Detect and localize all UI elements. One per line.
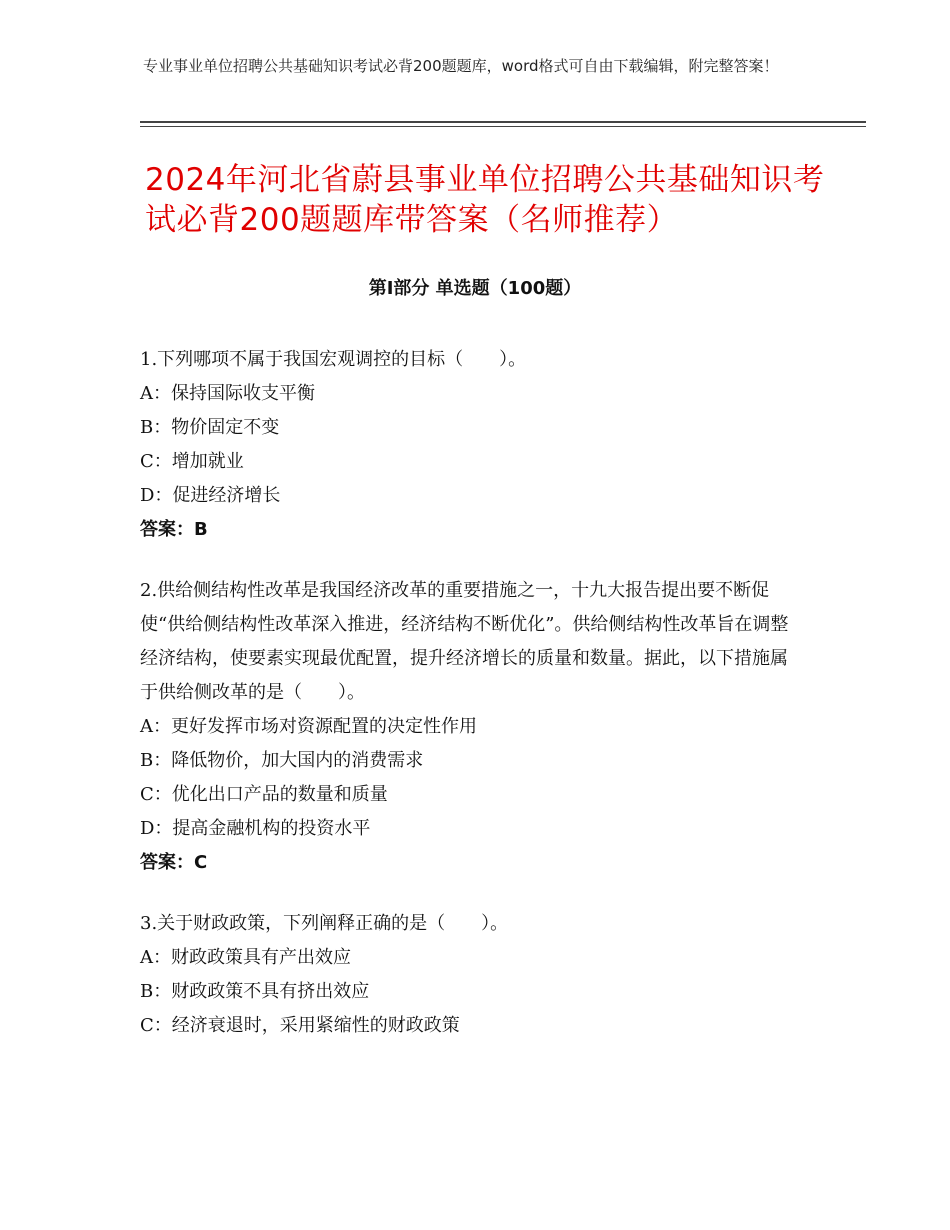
option-a: A：更好发挥市场对资源配置的决定性作用 (140, 716, 477, 737)
option-b: B：财政政策不具有挤出效应 (140, 981, 370, 1002)
header-divider-thin (140, 126, 866, 127)
option-c: C：经济衰退时，采用紧缩性的财政政策 (140, 1015, 460, 1036)
header-divider-thick (140, 121, 866, 123)
answer-line: 答案：C (140, 852, 208, 873)
option-d: D：提高金融机构的投资水平 (140, 818, 371, 839)
option-d: D：促进经济增长 (140, 485, 281, 506)
option-b: B：降低物价，加大国内的消费需求 (140, 750, 424, 771)
question-3 (140, 907, 800, 1043)
option-b: B：物价固定不变 (140, 417, 280, 438)
document-title: 2024年河北省蔚县事业单位招聘公共基础知识考试必背200题题库带答案（名师推荐） (145, 162, 825, 238)
section-title: 第Ⅰ部分 单选题（100题） (368, 278, 582, 299)
question-stem: 3.关于财政政策，下列阐释正确的是（ ）。 (140, 913, 509, 934)
question-list (140, 343, 800, 1070)
question-stem: 1.下列哪项不属于我国宏观调控的目标（ ）。 (140, 349, 527, 370)
answer-line: 答案：B (140, 519, 208, 540)
option-a: A：保持国际收支平衡 (140, 383, 315, 404)
question-2 (140, 574, 800, 880)
header-note: 专业事业单位招聘公共基础知识考试必背200题题库，word格式可自由下载编辑，附完整答案！ (143, 57, 779, 75)
option-a: A：财政政策具有产出效应 (140, 947, 351, 968)
option-c: C：增加就业 (140, 451, 244, 472)
option-c: C：优化出口产品的数量和质量 (140, 784, 388, 805)
question-stem: 2.供给侧结构性改革是我国经济改革的重要措施之一，十九大报告提出要不断促使“供给侧结构性改革深入推进，经济结构不断优化”。供给侧结构性改革旨在调整经济结构，使要素实现最优配置，提升经济增长的质量和数量。据此，以下措施属于供给侧改革的是（ ）。 (140, 580, 789, 703)
question-1 (140, 343, 800, 547)
